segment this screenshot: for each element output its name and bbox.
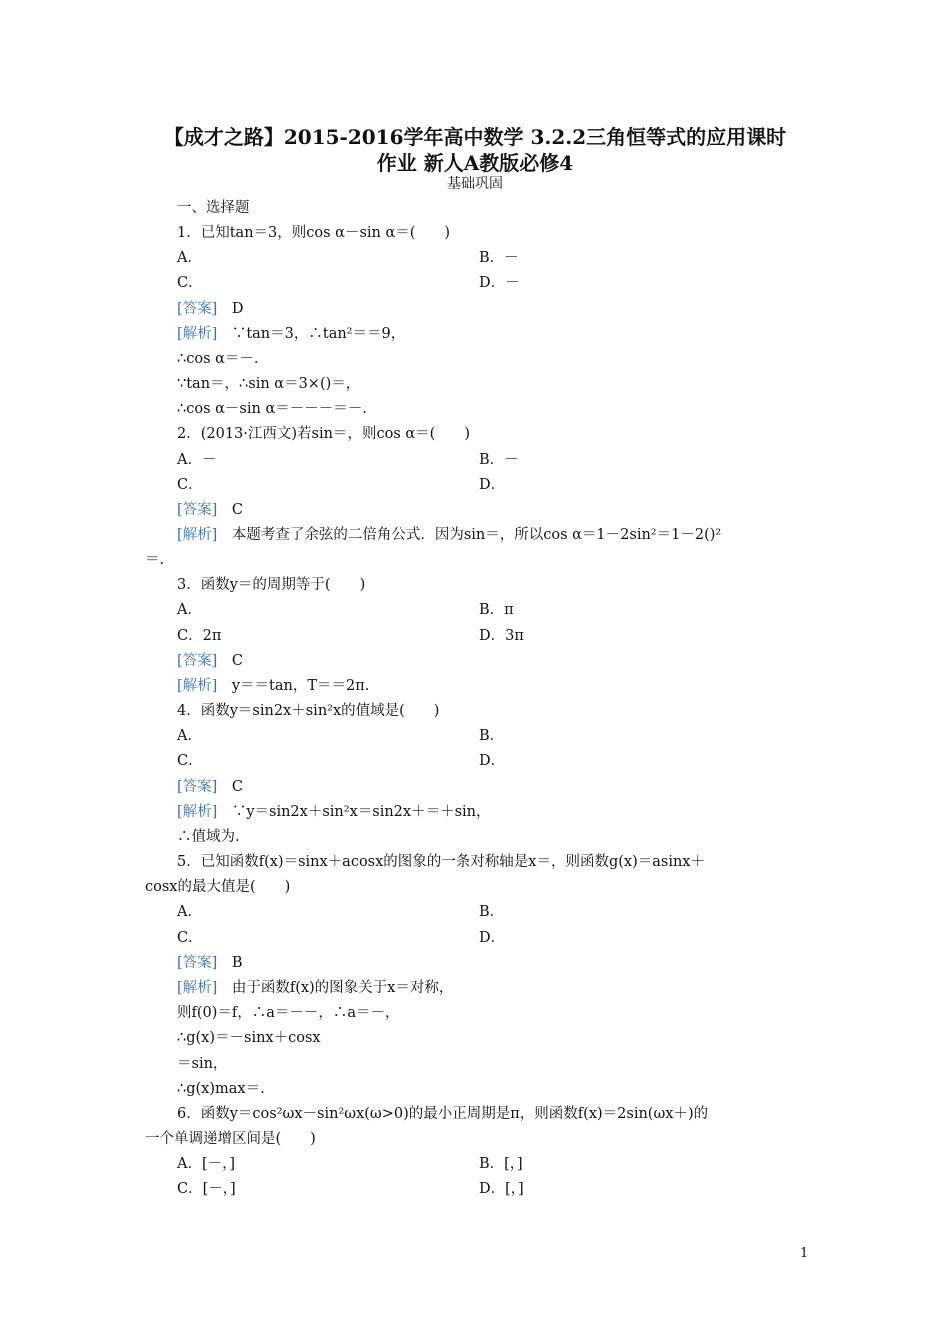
analysis-label: [解析] [177, 980, 218, 996]
analysis-text: 由于函数f(x)的图象关于x＝对称， [231, 980, 454, 996]
q6-stem-1: 6．函数y＝cos²ωx－sin²ωx(ω>0)的最小正周期是π，则函数f(x)＝2sin(ωx＋)的 [177, 1106, 709, 1122]
page-number: 1 [800, 1246, 809, 1261]
analysis-label: [解析] [177, 678, 218, 694]
answer-label: [答案] [177, 502, 218, 518]
q5-analysis-2: 则f(0)＝f，∴a＝－－，∴a＝－， [177, 1005, 400, 1021]
q4-option-a: A． [177, 728, 202, 744]
q5-analysis-4: ＝sin， [177, 1056, 228, 1072]
answer-label: [答案] [177, 301, 218, 317]
q1-analysis-2: ∴cos α＝－. [177, 351, 259, 367]
q5-option-c: C． [177, 930, 203, 946]
section-heading: 一、选择题 [177, 200, 250, 216]
q5-stem-2: cosx的最大值是( ) [145, 879, 291, 895]
q4-stem: 4．函数y＝sin2x＋sin²x的值域是( ) [177, 703, 440, 719]
q5-stem-1: 5．已知函数f(x)＝sinx＋acosx的图象的一条对称轴是x＝，则函数g(x)＝asinx＋ [177, 854, 705, 870]
analysis-text: y＝＝tan，T＝＝2π. [231, 678, 370, 694]
q2-option-a: A．－ [177, 452, 217, 468]
q1-answer [177, 300, 243, 318]
doc-subtitle: 基础巩固 [447, 176, 503, 192]
q6-stem-2: 一个单调递增区间是( ) [145, 1131, 316, 1147]
q4-option-c: C． [177, 753, 203, 769]
analysis-label: [解析] [177, 527, 218, 543]
analysis-text: ∵tan＝3，∴tan²＝＝9， [231, 326, 406, 342]
q2-analysis-1 [177, 526, 721, 544]
q3-option-a: A． [177, 602, 202, 618]
q2-answer [177, 501, 243, 519]
q1-option-c: C． [177, 275, 203, 291]
q3-analysis-1 [177, 677, 369, 695]
answer-value: D [231, 301, 244, 317]
analysis-label: [解析] [177, 326, 218, 342]
q2-option-d: D． [479, 477, 506, 493]
q5-analysis-5: ∴g(x)max＝. [177, 1081, 265, 1097]
answer-value: C [231, 779, 243, 795]
q3-option-b: B．π [479, 602, 514, 618]
q3-option-c: C．2π [177, 628, 222, 644]
analysis-text: ∵y＝sin2x＋sin²x＝sin2x＋＝＋sin， [231, 804, 491, 820]
doc-title-line-1: 【成才之路】2015-2016学年高中数学 3.2.2三角恒等式的应用课时 [163, 125, 787, 149]
q2-option-b: B．－ [479, 452, 519, 468]
q1-analysis-3: ∵tan＝，∴sin α＝3×()＝， [177, 376, 361, 392]
q3-answer [177, 652, 243, 670]
q4-analysis-1 [177, 803, 490, 821]
q6-option-a: A．[－，] [177, 1156, 236, 1172]
q4-answer [177, 778, 243, 796]
q1-option-a: A． [177, 250, 202, 266]
q5-option-d: D． [479, 930, 506, 946]
q3-option-d: D．3π [479, 628, 524, 644]
q1-option-d: D．－ [479, 275, 520, 291]
q4-option-d: D． [479, 753, 506, 769]
q6-option-d: D．[，] [479, 1181, 524, 1197]
analysis-label: [解析] [177, 804, 218, 820]
q5-analysis-3: ∴g(x)＝－sinx＋cosx [177, 1030, 321, 1046]
q1-stem: 1．已知tan＝3，则cos α－sin α＝( ) [177, 225, 451, 241]
q3-stem: 3．函数y＝的周期等于( ) [177, 577, 366, 593]
q1-option-b: B．－ [479, 250, 519, 266]
answer-value: C [231, 653, 243, 669]
q5-option-b: B． [479, 904, 505, 920]
analysis-text: 本题考查了余弦的二倍角公式．因为sin＝，所以cos α＝1－2sin²＝1－2()² [231, 527, 722, 543]
q1-analysis-4: ∴cos α－sin α＝－－－＝－. [177, 401, 367, 417]
q2-stem: 2．(2013·江西文)若sin＝，则cos α＝( ) [177, 426, 470, 442]
q5-option-a: A． [177, 904, 202, 920]
answer-label: [答案] [177, 955, 218, 971]
answer-label: [答案] [177, 653, 218, 669]
answer-value: C [231, 502, 243, 518]
q2-option-c: C． [177, 477, 203, 493]
q1-analysis-1 [177, 325, 405, 343]
answer-label: [答案] [177, 779, 218, 795]
q5-analysis-1 [177, 979, 453, 997]
q4-analysis-2: ∴值域为. [177, 829, 240, 845]
q4-option-b: B． [479, 728, 505, 744]
doc-title-line-2: 作业 新人A教版必修4 [376, 151, 574, 175]
q2-analysis-2: ＝. [145, 552, 165, 568]
q6-option-c: C．[－，] [177, 1181, 236, 1197]
answer-value: B [231, 955, 243, 971]
q5-answer [177, 954, 242, 972]
q6-option-b: B．[，] [479, 1156, 523, 1172]
